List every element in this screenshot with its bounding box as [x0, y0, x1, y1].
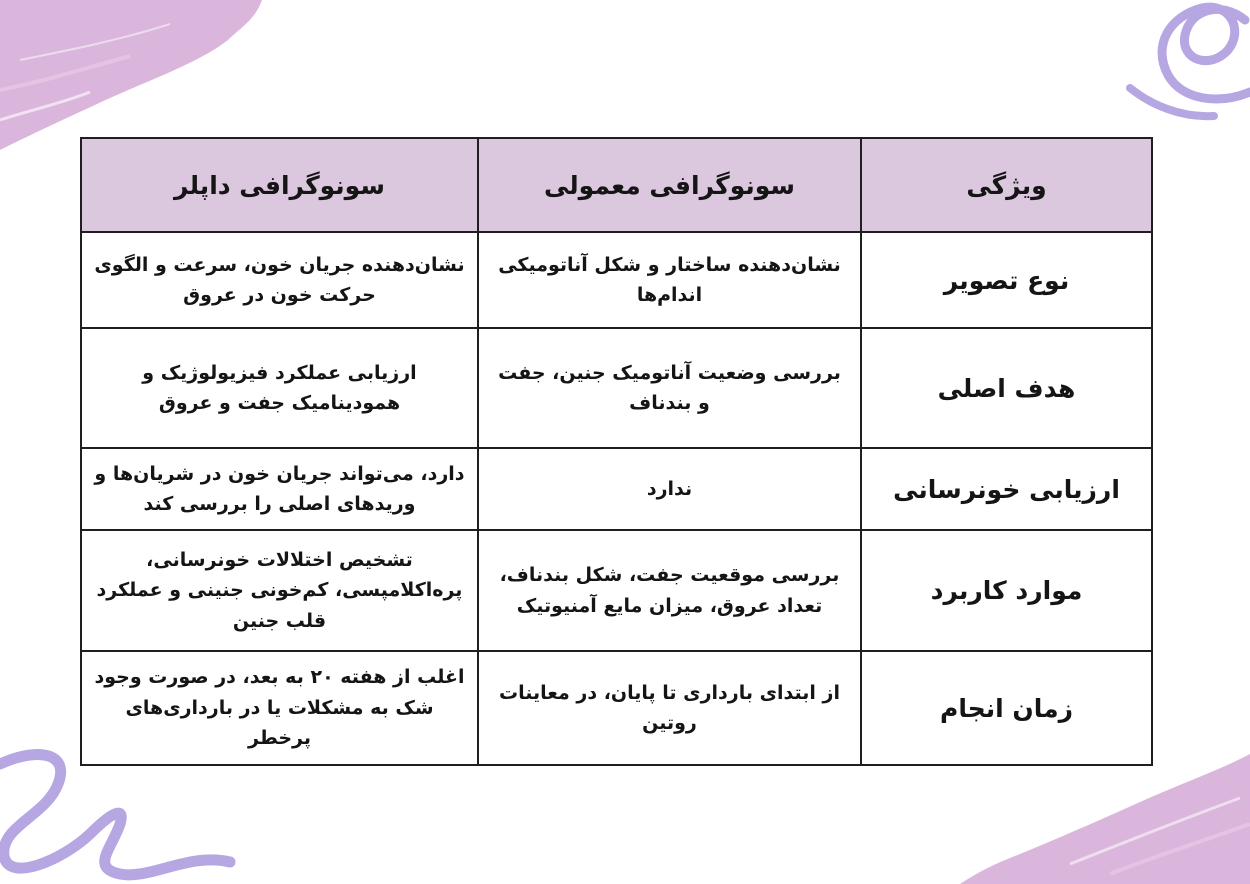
table-header-row [81, 138, 1152, 232]
regular-cell: نشان‌دهنده ساختار و شکل آناتومیکی اندام‌ها [478, 232, 861, 328]
feature-cell: ارزیابی خونرسانی [861, 448, 1152, 530]
pink-brush-decoration [950, 754, 1250, 884]
table-row [81, 530, 1152, 651]
doppler-cell: ارزیابی عملکرد فیزیولوژیک و همودینامیک جفت و عروق [81, 328, 478, 448]
comparison-table-container [80, 137, 1151, 759]
table-row [81, 232, 1152, 328]
feature-cell: هدف اصلی [861, 328, 1152, 448]
doppler-cell: دارد، می‌تواند جریان خون در شریان‌ها و وریدهای اصلی را بررسی کند [81, 448, 478, 530]
comparison-table [80, 137, 1153, 766]
header-feature: ویژگی [861, 138, 1152, 232]
feature-cell: نوع تصویر [861, 232, 1152, 328]
regular-cell: از ابتدای بارداری تا پایان، در معاینات روتین [478, 651, 861, 765]
doppler-cell: تشخیص اختلالات خونرسانی، پره‌اکلامپسی، کم‌خونی جنینی و عملکرد قلب جنین [81, 530, 478, 651]
pink-brush-decoration [0, 0, 270, 160]
header-doppler-ultrasound: سونوگرافی داپلر [81, 138, 478, 232]
regular-cell: بررسی موقعیت جفت، شکل بندناف، تعداد عروق، میزان مایع آمنیوتیک [478, 530, 861, 651]
regular-cell: ندارد [478, 448, 861, 530]
regular-cell: بررسی وضعیت آناتومیک جنین، جفت و بندناف [478, 328, 861, 448]
header-regular-ultrasound: سونوگرافی معمولی [478, 138, 861, 232]
table-row [81, 328, 1152, 448]
doppler-cell: نشان‌دهنده جریان خون، سرعت و الگوی حرکت خون در عروق [81, 232, 478, 328]
feature-cell: موارد کاربرد [861, 530, 1152, 651]
table-row [81, 448, 1152, 530]
feature-cell: زمان انجام [861, 651, 1152, 765]
table-row [81, 651, 1152, 765]
lavender-scribble-decoration [1110, 0, 1250, 125]
doppler-cell: اغلب از هفته ۲۰ به بعد، در صورت وجود شک به مشکلات یا در بارداری‌های پرخطر [81, 651, 478, 765]
